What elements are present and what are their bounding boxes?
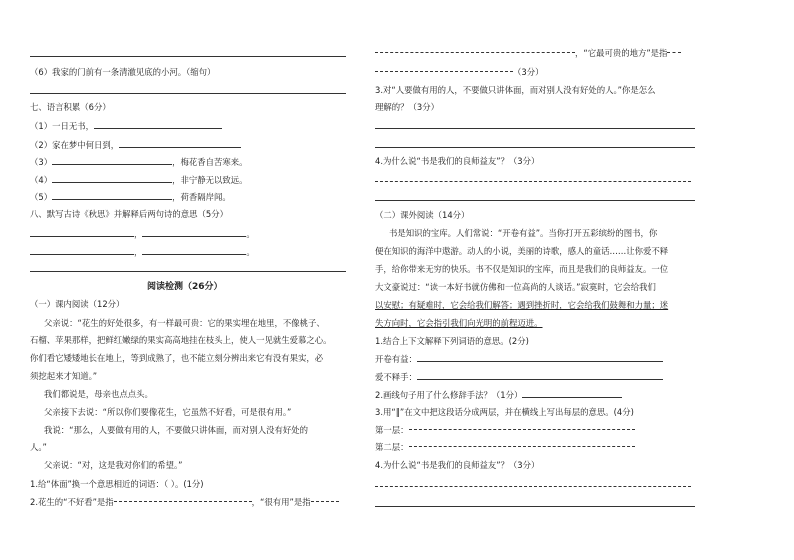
blank[interactable] — [375, 52, 575, 53]
passage-line: 我说：“那么，人要做有用的人，不要做只讲体面，而对别人没有好处的 — [44, 425, 308, 435]
answer-line — [30, 56, 346, 57]
blank[interactable] — [375, 71, 513, 72]
blank[interactable] — [417, 370, 663, 380]
poem-line-1: ， 。 — [30, 227, 255, 240]
word-1: 开卷有益： — [375, 352, 663, 365]
blank[interactable] — [142, 227, 246, 237]
fill-item-3: （3） ，梅花香自苦寒来。 — [30, 157, 248, 167]
answer-line — [30, 93, 346, 94]
right-top-line: ，“它最可贵的地方”是指 — [375, 47, 681, 59]
blank[interactable] — [409, 429, 635, 430]
blank[interactable] — [417, 352, 663, 362]
blank[interactable] — [409, 446, 635, 447]
underlined-sentence: 以安慰；有疑难时，它会给我们解答；遇到挫折时，它会给我们鼓舞和力量；迷 — [375, 300, 669, 310]
fill-item-1: （1）一日无书， — [30, 119, 222, 132]
blank[interactable] — [522, 388, 622, 398]
blank[interactable] — [52, 155, 172, 165]
layer-1: 第一层： — [375, 424, 635, 436]
blank[interactable] — [119, 138, 241, 148]
fill-item-4: （4） ，非宁静无以致远。 — [30, 175, 248, 185]
blank[interactable] — [142, 245, 246, 255]
blank[interactable] — [114, 501, 252, 502]
blank[interactable] — [94, 119, 222, 129]
passage-line: 手，给你带来无穷的快乐。书不仅是知识的宝库，而且是我们的良师益友。一位 — [375, 264, 669, 274]
passage-line: 石榴、苹果那样，把鲜红嫩绿的果实高高地挂在枝头上，使人一见就生爱慕之心。 — [30, 335, 332, 345]
question-4: 4.为什么说“书是我们的良师益友”？（3分） — [375, 156, 540, 166]
passage-line: 父亲说：“花生的好处很多，有一样最可贵：它的果实埋在地里，不像桃子、 — [44, 318, 325, 328]
underlined-sentence: 失方向时，它会指引我们向光明的前程迈进。 — [375, 318, 543, 328]
outside-question-4: 4.为什么说“书是我们的良师益友”？（3分） — [375, 460, 540, 470]
outside-question-1: 1.结合上下文解释下列词语的意思。(2分) — [375, 336, 529, 346]
passage-line: 大文豪说过：“读一本好书就仿佛和一位高尚的人谈话。”寂寞时，它会给我们 — [375, 282, 656, 292]
passage-line: 便在知识的海洋中遨游。动人的小说，美丽的诗歌，感人的童话……让你爱不释 — [375, 246, 669, 256]
answer-line[interactable] — [375, 181, 691, 182]
answer-line[interactable] — [375, 506, 695, 507]
poem-line-2: ， 。 — [30, 245, 255, 258]
passage-line: 父亲接下去说：“所以你们要像花生，它虽然不好看，可是很有用。” — [44, 407, 292, 417]
passage-line: 须挖起来才知道。” — [30, 371, 98, 381]
blank[interactable] — [52, 190, 172, 200]
blank[interactable] — [667, 52, 681, 53]
blank[interactable] — [30, 245, 134, 255]
answer-line[interactable] — [375, 200, 695, 201]
part-1-title: （一）课内阅读（12分） — [30, 299, 125, 309]
answer-line[interactable] — [375, 486, 691, 487]
section-8-title: 八、默写古诗《秋思》并解释后两句诗的意思（5分） — [30, 209, 228, 219]
section-7-title: 七、语言积累（6分） — [30, 102, 111, 112]
passage-line: 你们看它矮矮地长在地上，等到成熟了，也不能立刻分辨出来它有没有果实，必 — [30, 353, 324, 363]
blank[interactable] — [52, 173, 172, 183]
right-score-line: （3分） — [375, 66, 543, 78]
reading-question-2: 2.花生的“不好看”是指 ，“很有用”是指 — [30, 496, 339, 508]
fill-item-5: （5） ，荷香隔岸闻。 — [30, 192, 231, 202]
word-2: 爱不释手： — [375, 370, 663, 383]
blank[interactable] — [30, 227, 134, 237]
part-2-title: （二）课外阅读（14分） — [375, 210, 470, 220]
passage-line: 我们都说是，母亲也点点头。 — [44, 389, 153, 399]
answer-line[interactable] — [375, 147, 695, 148]
answer-line — [30, 271, 346, 272]
passage-line: 父亲说：“对，这是我对你们的希望。” — [44, 460, 183, 470]
blank[interactable] — [311, 501, 339, 502]
outside-question-3: 3.用“‖”在文中把这段话分成两层，并在横线上写出每层的意思。(4分) — [375, 407, 634, 417]
question-6: （6）我家的门前有一条清澈见底的小河。（缩句） — [30, 67, 216, 77]
question-3b: 理解的？（3分） — [375, 102, 439, 112]
passage-line: 人。” — [30, 442, 47, 452]
layer-2: 第二层： — [375, 441, 635, 453]
fill-item-2: （2）家在梦中何日到， — [30, 138, 241, 151]
answer-line[interactable] — [375, 128, 695, 129]
passage-line: 书是知识的宝库。人们常说：“开卷有益”。当你打开五彩缤纷的图书，你 — [389, 228, 658, 238]
reading-question-1: 1.给“体面”换一个意思相近的词语：（ ）。(1分) — [30, 479, 204, 489]
outside-question-2: 2.画线句子用了什么修辞手法？（1分） — [375, 388, 622, 401]
reading-title: 阅读检测（26分） — [147, 282, 223, 292]
question-3a: 3.对“人要做有用的人，不要做只讲体面，而对别人没有好处的人。”你是怎么 — [375, 85, 656, 95]
